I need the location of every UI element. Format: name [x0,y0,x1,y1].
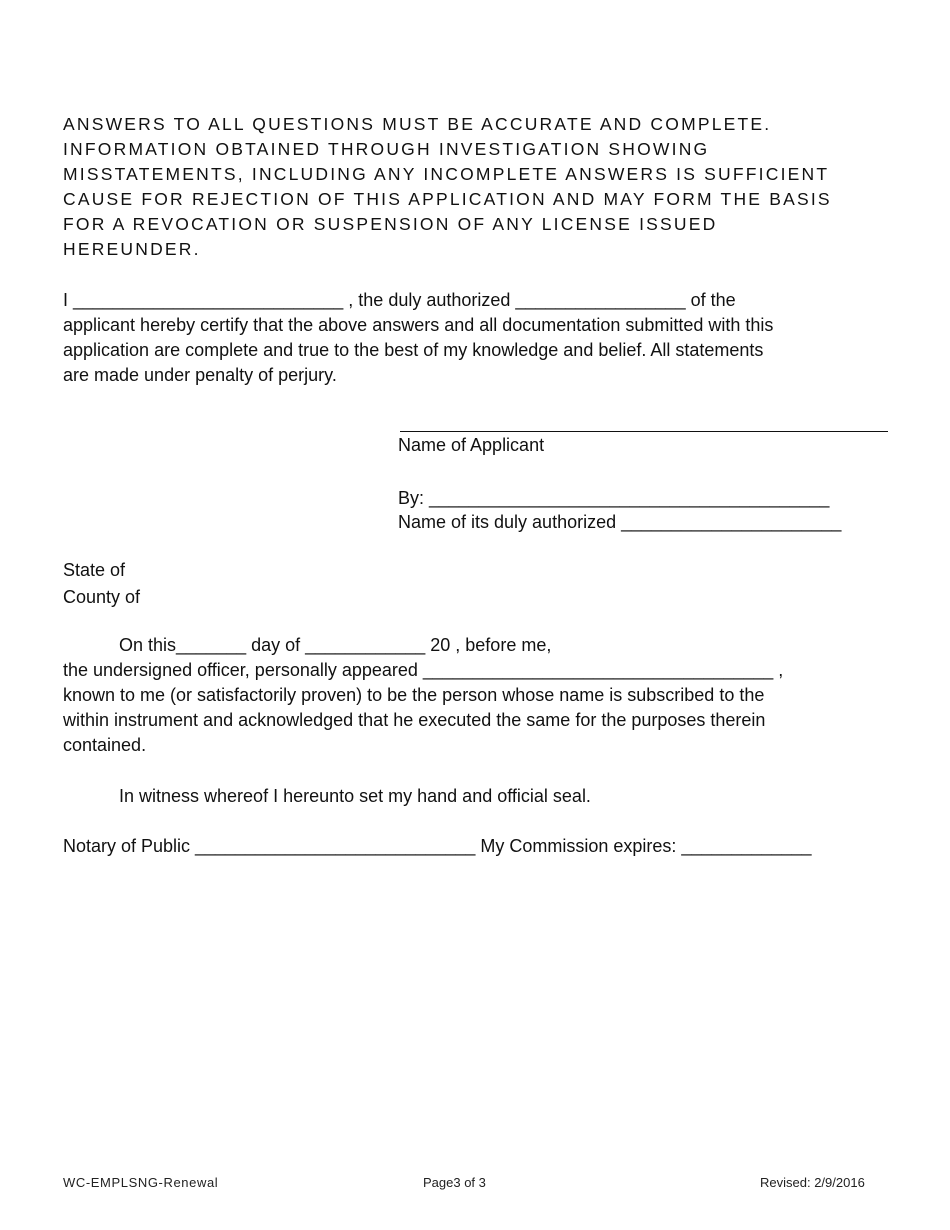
applicant-signature-line [400,431,888,432]
certification-line: application are complete and true to the best of my knowledge and belief. All statements [63,340,764,360]
certification-paragraph [63,288,863,388]
by-signature-line: By: ________________________________________ [398,488,830,508]
footer-form-id: WC-EMPLSNG-Renewal [63,1175,219,1190]
warning-line: ANSWERS TO ALL QUESTIONS MUST BE ACCURATE AND COMPLETE. [63,114,772,134]
acknowledgment-line: contained. [63,735,147,755]
name-of-applicant-label: Name of Applicant [398,435,545,455]
footer-page-number: Page3 of 3 [423,1175,486,1190]
state-label: State of [63,560,126,580]
acknowledgment-line: the undersigned officer, personally appeared ___________________________________ , [63,660,784,680]
acknowledgment-paragraph [63,633,863,758]
warning-line: CAUSE FOR REJECTION OF THIS APPLICATION AND MAY FORM THE BASIS [63,189,832,209]
acknowledgment-line: known to me (or satisfactorily proven) to be the person whose name is subscribed to the [63,685,765,705]
certification-line: I ___________________________ , the duly authorized _________________ of the [63,290,736,310]
certification-line: are made under penalty of perjury. [63,365,337,385]
acknowledgment-line: within instrument and acknowledged that he executed the same for the purposes therein [63,710,766,730]
witness-statement: In witness whereof I hereunto set my hand and official seal. [119,786,591,806]
acknowledgment-line: On this_______ day of ____________ 20 , before me, [119,635,552,655]
warning-line: HEREUNDER. [63,239,201,259]
venue-block [63,557,140,611]
certification-line: applicant hereby certify that the above answers and all documentation submitted with this [63,315,774,335]
authorized-name-line: Name of its duly authorized ______________________ [398,512,842,532]
footer-revised-date: Revised: 2/9/2016 [760,1175,865,1190]
notary-line: Notary of Public ____________________________ My Commission expires: _____________ [63,836,812,856]
warning-notice [63,112,853,262]
warning-line: FOR A REVOCATION OR SUSPENSION OF ANY LICENSE ISSUED [63,214,718,234]
warning-line: MISSTATEMENTS, INCLUDING ANY INCOMPLETE ANSWERS IS SUFFICIENT [63,164,830,184]
warning-line: INFORMATION OBTAINED THROUGH INVESTIGATION SHOWING [63,139,710,159]
county-label: County of [63,587,141,607]
